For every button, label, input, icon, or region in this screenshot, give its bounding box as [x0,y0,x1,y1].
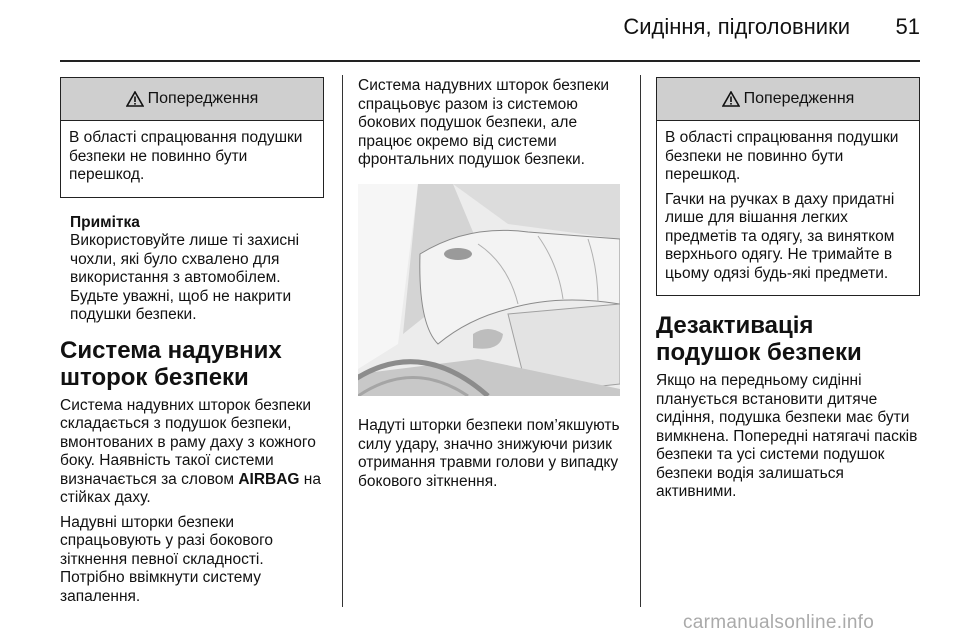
note [60,214,324,325]
column-divider-left [342,75,343,607]
warning-text: Гачки на ручках в даху придатні лише для вішання легких предметів та одягу, за винятком верхнього одягу. Не тримайте в цьому одязі будь-які предмети. [665,190,895,282]
right-column [656,77,920,508]
warning-header [61,78,323,121]
header-divider [60,60,920,62]
figure-caption: Надуті шторки безпеки пом’якшують силу удару, значно знижуючи ризик отримання травми голови у випадку бокового зіткнення. [358,417,620,490]
left-column [60,77,324,612]
warning-title: Попередження [743,89,855,107]
warning-box [656,77,920,296]
paragraph: Якщо на передньому сидінні планується встановити дитяче сидіння, подушка безпеки має бути вимкнена. Попередні натягачі пасків безпеки та усі системи подушок безпеки водія залишаться активними. [656,372,918,500]
paragraph: Система надувних шторок безпеки спрацьовує разом із системою бокових подушок безпеки, але працює окремо від системи фронтальних подушок безпеки. [358,77,610,168]
page-title: Сидіння, підголовники [623,14,850,39]
section-heading-airbag-deactivation: Дезактивація подушок безпеки [656,312,862,366]
note-text: Використовуйте лише ті захисні чохли, які було схвалено для використання з автомобілем. Будьте уважні, щоб не накрити подушки безпеки. [70,232,300,323]
warning-triangle-icon [722,91,740,107]
note-title: Примітка [70,213,140,231]
page-number: 51 [895,14,920,39]
warning-header [657,78,919,121]
warning-text: В області спрацювання подушки безпеки не повинно бути перешкод. [665,129,899,183]
curtain-airbag-illustration [358,184,620,396]
watermark: carmanualsonline.info [683,612,875,633]
paragraph: Надувні шторки безпеки спрацьовують у разі бокового зіткнення певної складності. Потрібно ввімкнути систему запалення. [60,513,274,605]
warning-title: Попередження [147,89,259,107]
middle-column [358,77,622,497]
section-heading-curtain-airbags: Система надувних шторок безпеки [60,336,282,391]
warning-text: В області спрацювання подушки безпеки не повинно бути перешкод. [69,129,303,183]
airbag-keyword: AIRBAG [238,470,300,488]
warning-box [60,77,324,198]
column-divider-right [640,75,641,607]
warning-triangle-icon [126,91,144,107]
paragraph: Система надувних шторок безпеки складається з подушок безпеки, вмонтованих в раму даху з кожного боку. Наявність такої системи визначається за словом AIRBAG на стійках даху. [60,396,321,506]
